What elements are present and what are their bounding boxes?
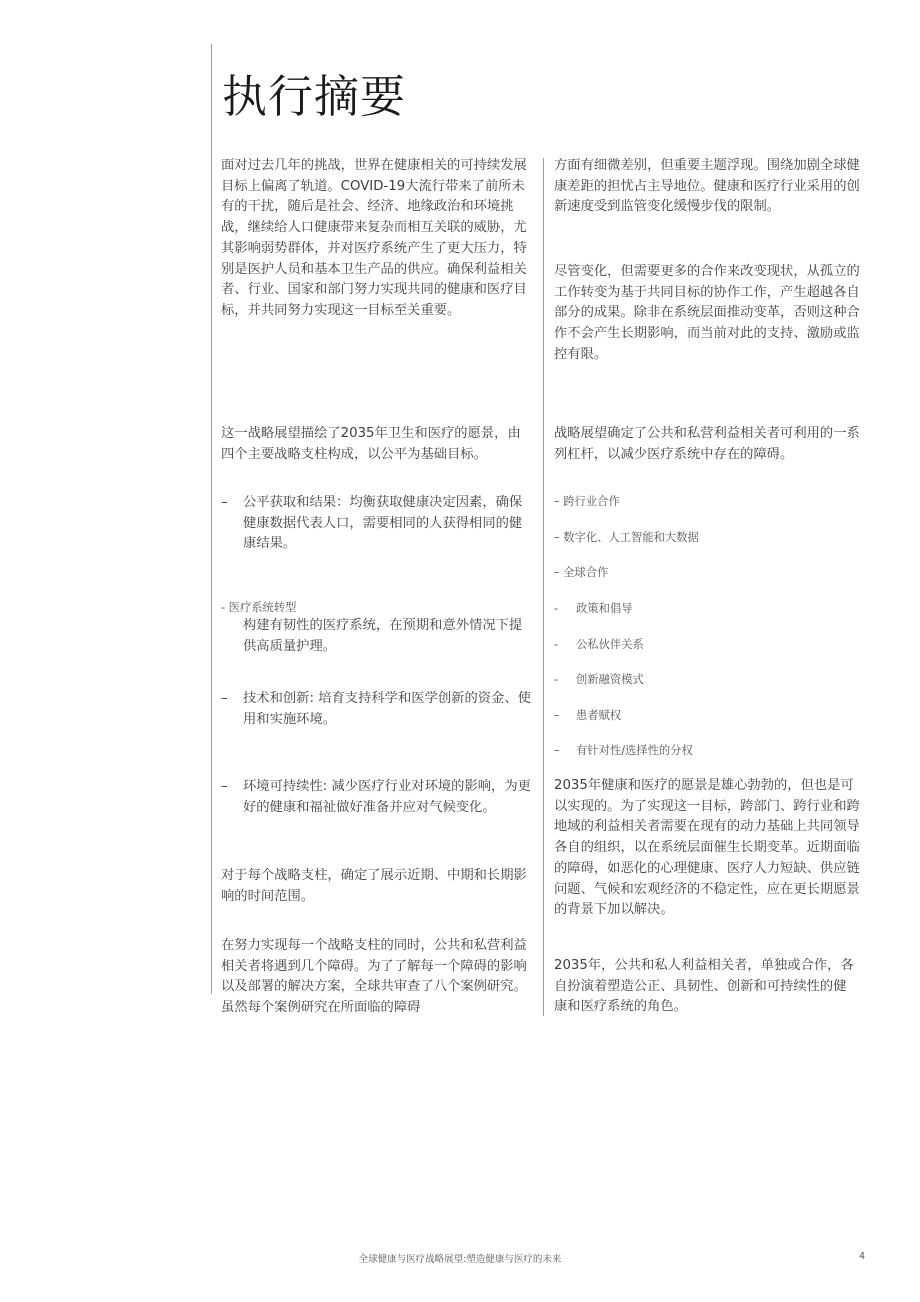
vision-2035-paragraph: 2035年健康和医疗的愿景是雄心勃勃的，但也是可以实现的。为了实现这一目标，跨部门、跨行业和跨地域的利益相关者需要在现有的动力基础上共同领导各自的组织，以在系统层面催生长期变革。近期面临的障碍，如恶化的心理健康、医疗人力短缺、供应链问题、气候和宏观经济的不稳定性，应在更长期愿景的背景下加以解决。 — [554, 778, 860, 918]
page-number: 4 — [859, 1251, 866, 1262]
pillar-equity — [221, 493, 533, 555]
footer-title: 全球健康与医疗战略展望:塑造健康与医疗的未来 — [358, 1254, 562, 1265]
pillar-technology — [221, 689, 533, 730]
dash-marker: - — [554, 602, 559, 615]
dash-marker: – — [554, 709, 560, 722]
pillar-text: 构建有韧性的医疗系统，在预期和意外情况下提供高质量护理。 — [243, 618, 523, 654]
continuation-paragraph: 方面有细微差别，但重要主题浮现。围绕加剧全球健康差距的担忧占主导地位。健康和医疗行业采用的创新速度受到监管变化缓慢步伐的限制。 — [554, 158, 860, 215]
dash-marker: – — [554, 495, 560, 508]
vision-intro-paragraph: 这一战略展望描绘了2035年卫生和医疗的愿景，由四个主要战略支柱构成，以公平为基础目标。 — [221, 426, 521, 462]
change-paragraph: 尽管变化，但需要更多的合作来改变现状，从孤立的工作转变为基于共同目标的协作工作，产生超越各自部分的成果。除非在系统层面推动变革，否则这种合作不会产生长期影响，而当前对此的支持、激励或监控有限。 — [554, 264, 860, 362]
intro-paragraph: 面对过去几年的挑战，世界在健康相关的可持续发展目标上偏离了轨道。COVID-19大流行带来了前所未有的干扰，随后是社会、经济、地缘政治和环境挑战，继续给人口健康带来复杂而相互关联的威胁，尤其影响弱势群体，并对医疗系统产生了更大压力，特别是医护人员和基本卫生产品的供应。确保利益相关者、行业、国家和部门努力实现共同的健康和医疗目标，并共同努力实现这一目标至关重要。 — [221, 158, 527, 318]
pillar-health-system — [221, 600, 533, 657]
dash-marker: – — [554, 566, 560, 579]
pillar-text: 技术和创新: 培育支持科学和医学创新的资金、使用和实施环境。 — [243, 691, 531, 727]
pillar-text: 环境可持续性: 减少医疗行业对环境的影响，为更好的健康和福祉做好准备并应对气候变化。 — [243, 779, 531, 815]
dash-marker: - — [554, 638, 559, 651]
lever-item — [554, 494, 620, 510]
dash-marker: - — [554, 673, 559, 686]
pillar-text: 公平获取和结果：均衡获取健康决定因素，确保健康数据代表人口，需要相同的人获得相同的健康结果。 — [243, 495, 523, 552]
lever-label: 创新融资模式 — [576, 673, 644, 686]
case-studies-paragraph: 在努力实现每一个战略支柱的同时，公共和私营利益相关者将遇到几个障碍。为了了解每一个障碍的影响以及部署的解决方案，全球共审查了八个案例研究。虽然每个案例研究在所面临的障碍 — [221, 938, 527, 1016]
lever-item — [554, 672, 644, 688]
dash-marker: – — [221, 495, 228, 510]
lever-item — [554, 637, 644, 653]
pillar-heading: - 医疗系统转型 — [221, 601, 297, 614]
lever-item — [554, 708, 621, 724]
lever-label: 公私伙伴关系 — [576, 638, 644, 651]
page-title: 执行摘要 — [222, 70, 407, 124]
lever-label: 有针对性/选择性的分权 — [576, 744, 693, 757]
pillar-environment — [221, 777, 533, 818]
column-divider — [543, 158, 544, 1016]
lever-label: 患者赋权 — [576, 709, 622, 722]
lever-label: 全球合作 — [563, 566, 609, 579]
lever-label: 数字化、人工智能和大数据 — [563, 531, 699, 544]
dash-marker: – — [554, 531, 560, 544]
dash-marker: – — [221, 691, 228, 706]
lever-label: 政策和倡导 — [576, 602, 633, 615]
lever-label: 跨行业合作 — [563, 495, 620, 508]
lever-item — [554, 743, 693, 759]
lever-item — [554, 530, 699, 546]
roles-paragraph: 2035年，公共和私人利益相关者，单独或合作，各自扮演着塑造公正、具韧性、创新和可持续性的健康和医疗系统的角色。 — [554, 958, 854, 1015]
timeframe-paragraph: 对于每个战略支柱，确定了展示近期、中期和长期影响的时间范围。 — [221, 868, 527, 904]
lever-item — [554, 601, 633, 617]
left-margin-rule — [211, 44, 212, 994]
levers-intro-paragraph: 战略展望确定了公共和私营利益相关者可利用的一系列杠杆，以减少医疗系统中存在的障碍。 — [554, 426, 860, 462]
lever-item — [554, 565, 608, 581]
dash-marker: – — [554, 744, 560, 757]
dash-marker: – — [221, 779, 228, 794]
